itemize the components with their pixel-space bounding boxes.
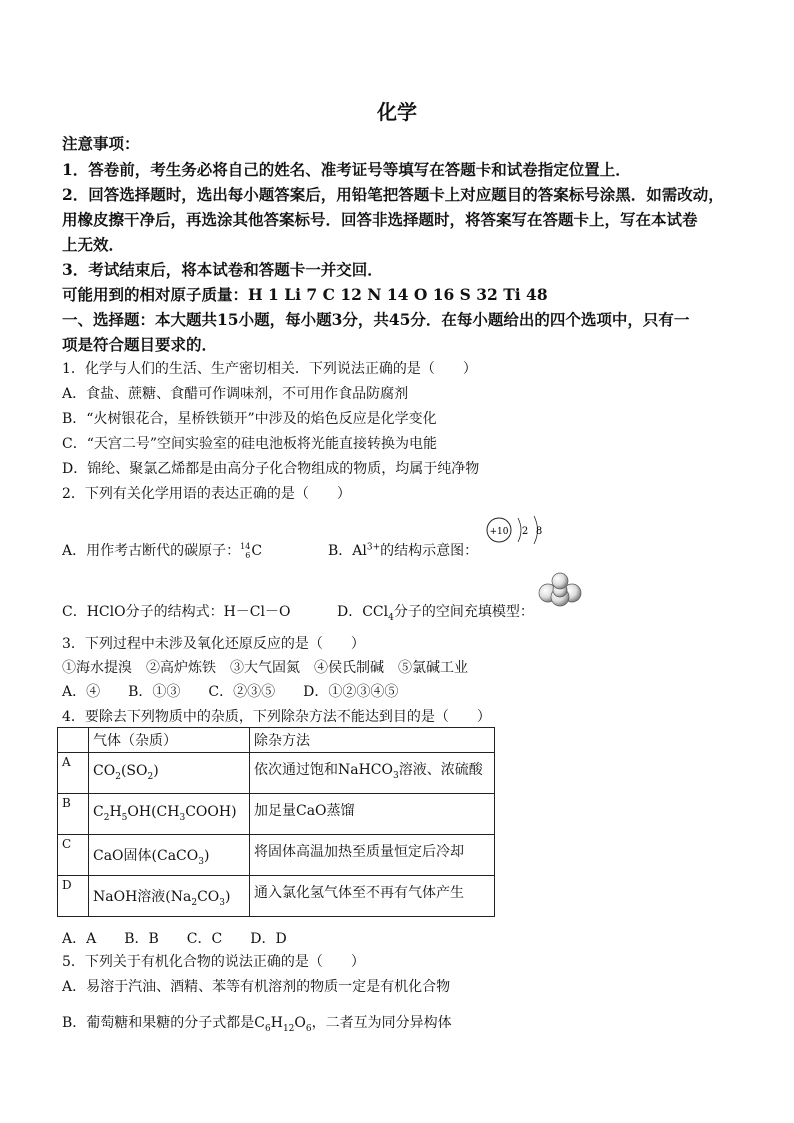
section-heading: 一、选择题：本大题共15小题，每小题3分，共45分．在每小题给出的四个选项中，只有一 — [62, 310, 690, 329]
row-gas-text — [93, 886, 230, 908]
table-row — [58, 876, 495, 917]
row-label: A — [58, 753, 89, 794]
gas-sub: 2 — [147, 771, 154, 782]
struct-nucleus-label: +10 — [489, 527, 509, 537]
row-gas — [89, 835, 250, 876]
method-part: 依次通过饱和NaHCO — [254, 762, 393, 778]
notice-item-2: 2．回答选择题时，选出每小题答案后，用铅笔把答题卡上对应题目的答案标号涂黑．如需改动， — [62, 185, 724, 204]
q5-option-b — [62, 1012, 452, 1034]
notice-item-3: 3．考试结束后，将本试卷和答题卡一并交回． — [62, 260, 383, 279]
q2-a-symbol: C — [251, 543, 263, 559]
q2-b-charge: 3+ — [366, 542, 381, 553]
row-method — [250, 794, 495, 835]
header-blank — [58, 728, 89, 753]
table-row — [58, 753, 495, 794]
gas-part: H — [109, 804, 122, 820]
row-method — [250, 753, 495, 794]
q1-stem: 1．化学与人们的生活、生产密切相关．下列说法正确的是（ ） — [62, 361, 477, 377]
method-part: 通入氯化氢气体至不再有气体产生 — [254, 885, 464, 901]
gas-sub: 5 — [121, 812, 128, 823]
struct-shell-2: 8 — [535, 526, 543, 537]
q2-a-mass: 14 — [240, 542, 251, 551]
gas-part: OH(CH — [127, 804, 180, 820]
method-part: 将固体高温加热至质量恒定后冷却 — [254, 844, 464, 860]
page-title: 化学 — [377, 100, 417, 124]
row-method-text — [254, 882, 464, 902]
q2-option-c: C．HClO分子的结构式：H－Cl－O — [62, 604, 291, 620]
row-method — [250, 835, 495, 876]
q2-d-suffix: 分子的空间充填模型： — [393, 604, 534, 620]
row-label: C — [58, 835, 89, 876]
q2-option-a — [62, 540, 262, 560]
row-gas — [89, 876, 250, 917]
row-gas — [89, 753, 250, 794]
method-part: 加足量CaO蒸馏 — [254, 803, 355, 819]
q5-b-sub: 6 — [305, 1023, 312, 1034]
gas-part: C — [93, 804, 104, 820]
notice-item-2-cont: 用橡皮擦干净后，再选涂其他答案标号．回答非选择题时，将答案写在答题卡上，写在本试卷 — [62, 210, 698, 229]
gas-sub: 3 — [219, 897, 226, 908]
row-gas-text — [93, 763, 159, 782]
notice-item-2-end: 上无效． — [62, 235, 125, 254]
row-method-text — [254, 759, 483, 781]
gas-part: ) — [203, 848, 210, 864]
q3-stem: 3．下列过程中未涉及氧化还原反应的是（ ） — [62, 636, 365, 652]
method-part: 溶液、浓硫酸 — [398, 762, 483, 778]
q2-d-prefix: D．CCl — [337, 604, 389, 620]
q3-options: A．④ B．①③ C．②③⑤ D．①②③④⑤ — [62, 684, 399, 700]
row-method — [250, 876, 495, 917]
row-gas — [89, 794, 250, 835]
q5-b-part: H — [270, 1015, 283, 1031]
q2-stem: 2．下列有关化学用语的表达正确的是（ ） — [62, 486, 351, 502]
q2-a-number: 6 — [245, 551, 251, 560]
row-gas-text — [93, 804, 237, 823]
q4-table — [57, 727, 495, 917]
q1-option-d: D．锦纶、聚氯乙烯都是由高分子化合物组成的物质，均属于纯净物 — [62, 461, 480, 477]
row-method-text — [254, 841, 464, 861]
section-heading-cont: 项是符合题目要求的． — [62, 335, 218, 354]
row-label: D — [58, 876, 89, 917]
gas-part: CO — [93, 763, 116, 779]
gas-part: ) — [153, 763, 159, 779]
q5-b-sub: 6 — [265, 1023, 271, 1034]
header-gas: 气体（杂质） — [89, 728, 250, 753]
q1-option-a: A．食盐、蔗糖、食醋可作调味剂，不可用作食品防腐剂 — [62, 386, 409, 402]
gas-part: NaOH溶液(Na — [93, 889, 192, 905]
gas-part: CO — [197, 889, 220, 905]
q5-b-part: ，二者互为同分异构体 — [311, 1015, 452, 1031]
gas-sub: 2 — [191, 897, 198, 908]
gas-sub: 3 — [179, 812, 186, 823]
q2-option-b — [328, 540, 478, 560]
gas-part: CaO固体(CaCO — [93, 848, 199, 864]
table-row — [58, 835, 495, 876]
q3-items: ①海水提溴 ②高炉炼铁 ③大气固氮 ④侯氏制碱 ⑤氯碱工业 — [62, 660, 468, 676]
q4-table-header — [58, 728, 495, 753]
q2-b-prefix: B．Al — [328, 543, 367, 559]
q5-stem: 5．下列关于有机化合物的说法正确的是（ ） — [62, 954, 365, 970]
header-method: 除杂方法 — [250, 728, 495, 753]
q1-option-c: C．“天宫二号”空间实验室的硅电池板将光能直接转换为电能 — [62, 436, 438, 452]
gas-sub: 2 — [103, 812, 110, 823]
q1-option-b: B．“火树银花合，星桥铁锁开”中涉及的焰色反应是化学变化 — [62, 411, 437, 427]
gas-part: COOH) — [185, 804, 237, 820]
q2-a-prefix: A．用作考古断代的碳原子： — [62, 543, 241, 559]
notice-heading: 注意事项： — [62, 134, 140, 153]
al-ion-structure-diagram — [484, 512, 554, 552]
q2-option-d — [337, 601, 534, 623]
gas-part: ) — [225, 889, 231, 905]
q5-b-sub: 12 — [282, 1023, 295, 1034]
q2-a-nuclide — [240, 542, 250, 560]
gas-sub: 2 — [115, 771, 121, 782]
q5-option-a: A．易溶于汽油、酒精、苯等有机溶剂的物质一定是有机化合物 — [62, 979, 451, 995]
q4-options: A．A B．B C．C D．D — [62, 931, 287, 947]
q5-b-part: B．葡萄糖和果糖的分子式都是C — [62, 1015, 265, 1031]
row-method-text — [254, 800, 355, 820]
struct-shell-1: 2 — [521, 526, 529, 537]
notice-item-1: 1．答卷前，考生务必将自己的姓名、准考证号等填写在答题卡和试卷指定位置上． — [62, 160, 631, 179]
q5-b-part: O — [294, 1015, 306, 1031]
q4-stem: 4．要除去下列物质中的杂质，下列除杂方法不能达到目的是（ ） — [62, 709, 491, 725]
ccl4-space-filling-model — [537, 572, 583, 608]
table-row — [58, 794, 495, 835]
q2-d-sub: 4 — [388, 612, 394, 623]
q2-b-suffix: 的结构示意图： — [380, 543, 479, 559]
method-sub: 3 — [393, 770, 399, 781]
row-gas-text — [93, 845, 209, 867]
row-label: B — [58, 794, 89, 835]
atomic-mass-line: 可能用到的相对原子质量：H 1 Li 7 C 12 N 14 O 16 S 32 Ti 48 — [62, 285, 548, 304]
gas-sub: 3 — [198, 856, 204, 867]
gas-part: (SO — [120, 763, 148, 779]
